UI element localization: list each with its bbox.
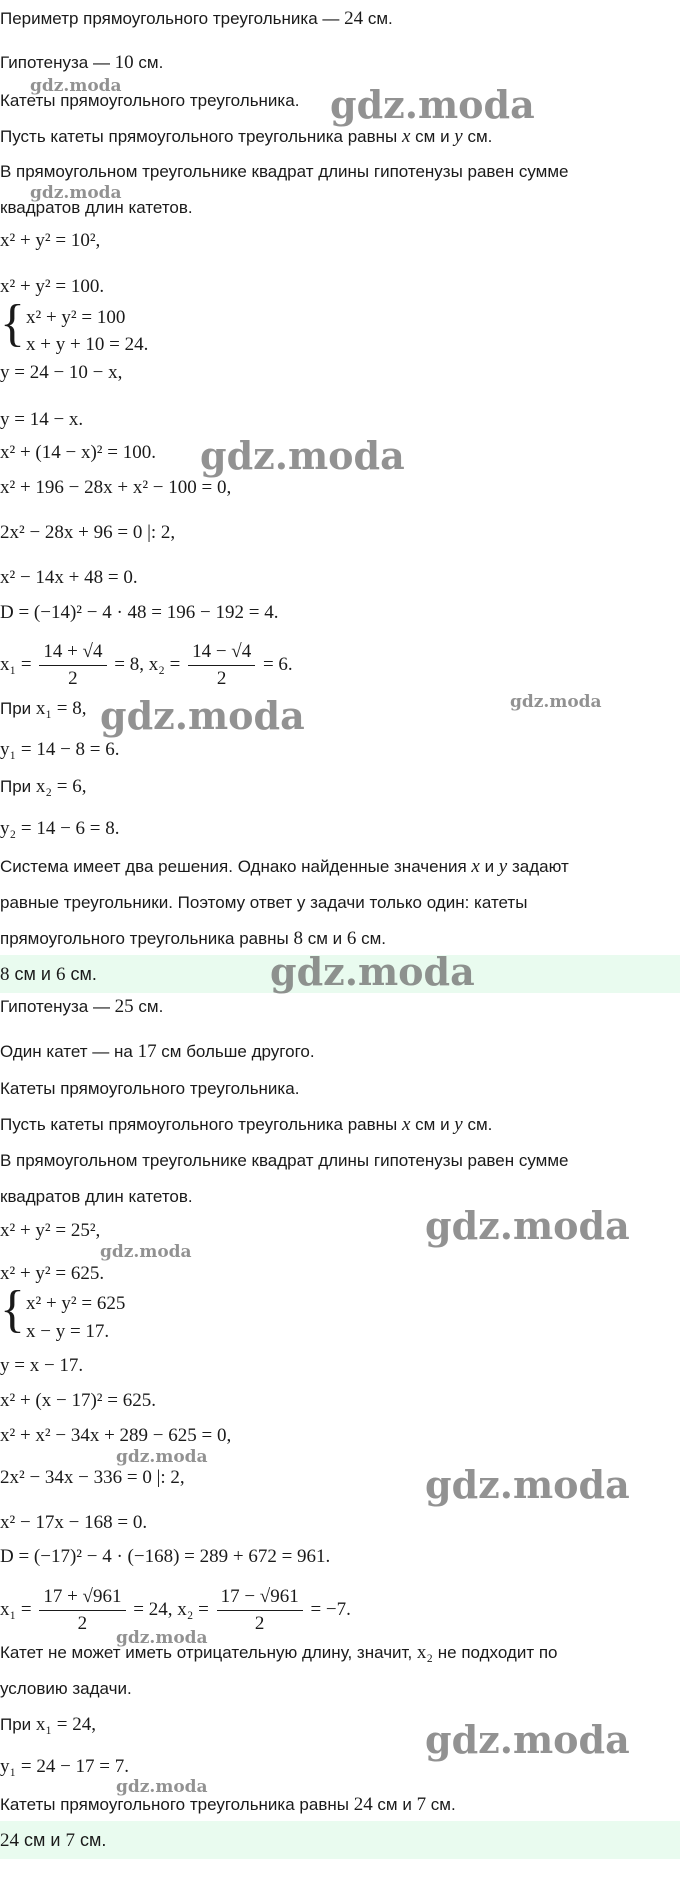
equation: x² + y² = 625. [0,1263,105,1284]
watermark: gdz.moda [200,433,405,478]
equation: x² + y² = 10², [0,230,101,251]
text-pythagoras: В прямоугольном треугольнике квадрат длины гипотенузы равен сумме [0,162,569,181]
text-let-legs: Пусть катеты прямоугольного треугольника равны x см и y см. [0,1114,493,1135]
text-negative-leg: Катет не может иметь отрицательную длину, значит, x₂ не подходит по [0,1642,558,1663]
text-pythagoras: В прямоугольном треугольнике квадрат длины гипотенузы равен сумме [0,1151,569,1170]
text-pythagoras-cont: квадратов длин катетов. [0,1187,193,1206]
watermark: gdz.moda [425,1717,630,1762]
system-eq-1: x² + y² = 100 [26,307,126,328]
equation: y₂ = 14 − 6 = 8. [0,818,120,839]
watermark: gdz.moda [510,692,602,712]
system-brace: { [0,1281,25,1338]
text-conclusion-1: Система имеет два решения. Однако найденные значения x и y задают [0,856,569,877]
text-case-x1: При x₁ = 24, [0,1714,96,1735]
equation: y₁ = 14 − 8 = 6. [0,739,120,760]
watermark: gdz.moda [30,183,122,203]
text-hypotenuse: Гипотенуза — 25 см. [0,996,164,1017]
text-conclusion-2: равные треугольники. Поэтому ответ у задачи только один: катеты [0,893,528,912]
answer-box: 8 см и 6 см. [0,955,680,993]
text-pythagoras-cont: квадратов длин катетов. [0,198,193,217]
system-brace: { [0,295,25,352]
system-eq-1: x² + y² = 625 [26,1293,126,1314]
equation-discriminant: D = (−14)² − 4 · 48 = 196 − 192 = 4. [0,602,279,623]
system-eq-2: x + y + 10 = 24. [26,334,149,355]
text-leg-difference: Один катет — на 17 см больше другого. [0,1041,315,1062]
watermark: gdz.moda [30,76,122,96]
watermark: gdz.moda [330,82,535,127]
equation-roots: x₁ = $\frac{14 + √4}{2}$ = 8, x₂ = $\frac{14 - √4}{2}$ = 6. [0,641,293,690]
text-perimeter: Периметр прямоугольного треугольника — 24 см. [0,8,393,29]
watermark: gdz.moda [270,949,475,994]
text-hypotenuse: Гипотенуза — 10 см. [0,52,164,73]
watermark: gdz.moda [425,1462,630,1507]
watermark: gdz.moda [116,1447,208,1467]
equation: x² + y² = 100. [0,276,105,297]
equation: x² + y² = 25², [0,1220,101,1241]
equation: 2x² − 28x + 96 = 0 |: 2, [0,522,176,543]
text-case-x1: При x₁ = 8, [0,698,87,719]
equation: x² + (x − 17)² = 625. [0,1390,156,1411]
equation: x² − 14x + 48 = 0. [0,567,138,588]
text-let-legs: Пусть катеты прямоугольного треугольника равны x см и y см. [0,126,493,147]
system-eq-2: x − y = 17. [26,1321,110,1342]
text-conclusion-3: прямоугольного треугольника равны 8 см и 6 см. [0,928,386,949]
equation: y = 14 − x. [0,409,84,430]
watermark: gdz.moda [116,1777,208,1797]
equation-discriminant: D = (−17)² − 4 · (−168) = 289 + 672 = 961. [0,1546,331,1567]
equation: y₁ = 24 − 17 = 7. [0,1756,130,1777]
equation: x² − 17x − 168 = 0. [0,1512,148,1533]
answer-box: 24 см и 7 см. [0,1821,680,1859]
equation: x² + 196 − 28x + x² − 100 = 0, [0,477,232,498]
text-case-x2: При x₂ = 6, [0,776,87,797]
watermark: gdz.moda [100,1242,192,1262]
equation: y = 24 − 10 − x, [0,362,123,383]
text-legs: Катеты прямоугольного треугольника. [0,91,300,110]
watermark: gdz.moda [425,1203,630,1248]
equation: x² + x² − 34x + 289 − 625 = 0, [0,1425,232,1446]
equation: x² + (14 − x)² = 100. [0,442,156,463]
text-conclusion: Катеты прямоугольного треугольника равны 24 см и 7 см. [0,1794,456,1815]
text-negative-leg-cont: условию задачи. [0,1679,132,1698]
watermark: gdz.moda [116,1628,208,1648]
text-legs: Катеты прямоугольного треугольника. [0,1079,300,1098]
equation: 2x² − 34x − 336 = 0 |: 2, [0,1467,185,1488]
equation-roots: x₁ = $\frac{17 + √961}{2}$ = 24, x₂ = $\frac{17 - √961}{2}$ = −7. [0,1586,351,1635]
equation: y = x − 17. [0,1355,84,1376]
watermark: gdz.moda [100,693,305,738]
